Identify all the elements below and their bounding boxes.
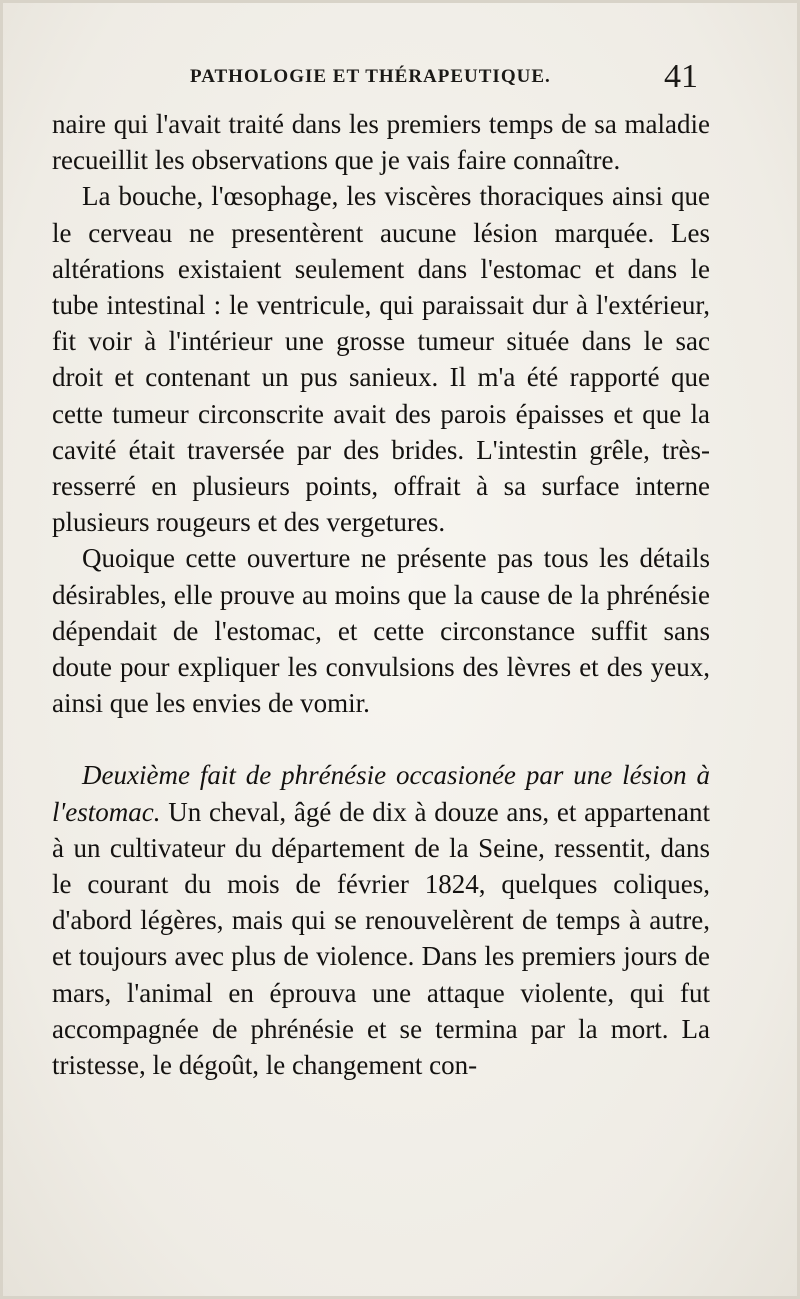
section-gap (52, 721, 710, 757)
case-text: Un cheval, âgé de dix à douze ans, et appartenant à un cultivateur du département de la Seine, ressentit, dans le courant du mois de février 1824, quelques coliques, d'abord légères, mais qui se renouvelèrent de temps à autre, et toujours avec plus de violence. Dans les premiers jours de mars, l'animal en éprouva une attaque violente, qui fut accompagnée de phrénésie et se termina par la mort. La tristesse, le dégoût, le changement con- (52, 796, 710, 1081)
paragraph-conclusion: Quoique cette ouverture ne présente pas tous les détails désirables, elle prouve au moins que la cause de la phrénésie dépendait de l'estomac, et cette circonstance suffit sans doute pour expliquer les convulsions des lèvres et des yeux, ainsi que les envies de vomir. (52, 543, 710, 719)
running-head: PATHOLOGIE ET THÉRAPEUTIQUE. (190, 66, 551, 87)
body-text (52, 106, 710, 1083)
paragraph-continued: naire qui l'avait traité dans les premiers temps de sa maladie recueillit les observations que je vais faire connaître. (52, 109, 710, 176)
paragraph-autopsy: La bouche, l'œsophage, les viscères thoraciques ainsi que le cerveau ne presentèrent aucune lésion marquée. Les altérations existaient seulement dans l'estomac et dans le tube intestinal : le ventricule, qui paraissait dur à l'extérieur, fit voir à l'intérieur une grosse tumeur située dans le sac droit et contenant un pus sanieux. Il m'a été rapporté que cette tumeur circonscrite avait des parois épaisses et que la cavité était traversée par des brides. L'intestin grêle, très-resserré en plusieurs points, offrait à sa surface interne plusieurs rougeurs et des vergetures. (52, 181, 710, 538)
page-number: 41 (664, 58, 698, 95)
case-heading: Deuxième fait de phrénésie occasionée par une lésion à l'estomac. (52, 760, 710, 827)
paragraph-second-case (52, 757, 710, 1083)
